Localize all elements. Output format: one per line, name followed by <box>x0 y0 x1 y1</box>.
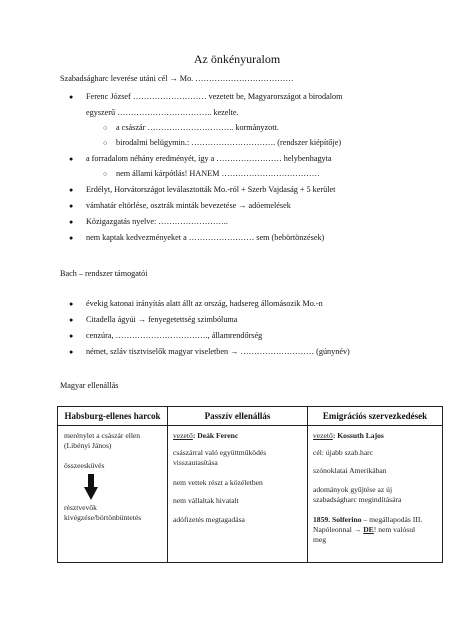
list-item: Közigazgatás nyelve: …………………….. <box>86 217 228 226</box>
bullet-icon: ● <box>69 218 74 226</box>
table-cell: adományok gyűjtése az új <box>313 485 393 494</box>
leader-line <box>313 431 384 441</box>
table-cell: kivégzése/börtönbüntetés <box>64 513 142 522</box>
list-item: évekig katonai irányítás alatt állt az ország, hadsereg állomásozik Mo.-n <box>86 299 323 308</box>
bullet-icon: ● <box>69 186 74 194</box>
list-item: Erdélyt, Horvátországot leválasztották Mo.-ról + Szerb Vajdaság + 5 kerület <box>86 185 336 194</box>
bullet-icon: ● <box>69 234 74 242</box>
list-item: német, szláv tisztviselők magyar viseletben → ……………………… (gúnynév) <box>86 347 350 356</box>
list-item: egyszerű …………………………….. kezelte. <box>86 108 239 117</box>
table-cell: összeesküvés <box>64 461 105 470</box>
circle-bullet-icon: ○ <box>103 139 108 147</box>
circle-bullet-icon: ○ <box>103 170 108 178</box>
leader-name: : Deák Ferenc <box>192 431 239 440</box>
table-cell: visszautasítása <box>173 458 218 467</box>
table-cell: nem vállaltak hivatalt <box>173 496 239 505</box>
leader-label: vezető <box>173 431 193 440</box>
table-cell: császárral való együttműködés <box>173 448 267 457</box>
event-line <box>313 515 422 525</box>
table-header: Habsburg-ellenes harcok <box>58 407 167 426</box>
list-item: birodalmi belügymin.: …………………………. (rendszer kiépítője) <box>116 138 342 147</box>
event-line: meg <box>313 535 327 544</box>
list-item: vámhatár eltörlése, osztrák minták bevezetése → adóemelések <box>86 201 291 210</box>
event-text: – megállapodás III. <box>361 515 423 524</box>
table-header: Passzív ellenállás <box>168 407 307 426</box>
table-cell: szónoklatai Amerikában <box>313 466 387 475</box>
table-cell: nem vettek részt a közéletben <box>173 478 263 487</box>
table-cell: (Libényi János) <box>64 441 112 450</box>
leader-line <box>173 431 238 441</box>
intro-line: Szabadságharc leverése utáni cél → Mo. ……………………………… <box>60 74 294 83</box>
event-text: ! nem valósul <box>373 525 416 534</box>
section-heading: Bach – rendszer támogatói <box>60 269 148 278</box>
table-cell: résztvevők <box>64 503 97 512</box>
table-cell: cél: újabb szab.harc <box>313 448 374 457</box>
event-label: 1859. Solferino <box>313 515 362 524</box>
bullet-icon: ● <box>69 300 74 308</box>
event-line <box>313 525 415 535</box>
bullet-icon: ● <box>69 348 74 356</box>
bullet-icon: ● <box>69 202 74 210</box>
table-column <box>168 407 308 562</box>
section-heading: Magyar ellenállás <box>60 381 119 390</box>
bullet-icon: ● <box>69 93 74 101</box>
table-header: Emigrációs szervezkedések <box>308 407 442 426</box>
list-item: Ferenc József ……………………… vezetett be, Magyarországot a birodalom <box>86 92 343 101</box>
list-item: a császár ………………………….. kormányzott. <box>116 123 279 132</box>
list-item: Citadella ágyúi → fenyegetettség szimbóluma <box>86 315 238 324</box>
page-title: Az önkényuralom <box>193 52 281 66</box>
bullet-icon: ● <box>69 332 74 340</box>
leader-name: : Kossuth Lajos <box>332 431 384 440</box>
resistance-table <box>57 406 443 563</box>
leader-label: vezető <box>313 431 333 440</box>
bullet-icon: ● <box>69 316 74 324</box>
table-cell: szabadságharc megindítására <box>313 495 402 504</box>
circle-bullet-icon: ○ <box>103 124 108 132</box>
event-text: Napóleonnal → <box>313 525 364 534</box>
table-cell: merénylet a császár ellen <box>64 431 141 440</box>
emphasis-text: DE <box>363 525 374 534</box>
list-item: nem kaptak kedvezményeket a …………………… sem (bebörtönzések) <box>86 233 325 242</box>
list-item: nem állami kárpótlás! HANEM ……………………………… <box>116 169 320 178</box>
down-arrow-icon <box>84 474 98 500</box>
list-item: a forradalom néhány eredményét, így a …………………… helybenhagyta <box>86 154 332 163</box>
table-column <box>308 407 442 562</box>
table-cell: adófizetés megtagadása <box>173 515 245 524</box>
table-column <box>58 407 168 562</box>
bullet-icon: ● <box>69 155 74 163</box>
list-item: cenzúra, ……………………………., államrendőrség <box>86 331 263 340</box>
